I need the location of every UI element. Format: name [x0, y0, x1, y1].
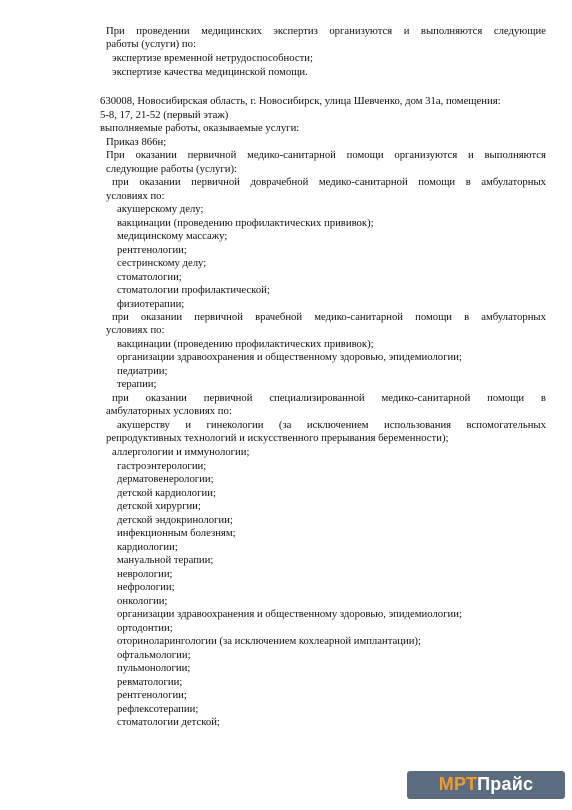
document-line: физиотерапии; — [117, 298, 185, 310]
document-line: ортодонтии; — [117, 622, 173, 634]
document-line: при оказании первичной врачебной медико-санитарной помощи в амбулаторных — [112, 311, 546, 323]
document-line: офтальмологии; — [117, 649, 191, 661]
document-line: мануальной терапии; — [117, 554, 214, 566]
document-line: При оказании первичной медико-санитарной помощи организуются и выполняются — [106, 149, 546, 161]
document-line: при оказании первичной специализированной медико-санитарной помощи в — [112, 392, 546, 404]
document-line: стоматологии профилактической; — [117, 284, 270, 296]
document-line: амбулаторных условиях по: — [106, 405, 232, 417]
document-line: следующие работы (услуги): — [106, 163, 238, 175]
document-line: детской эндокринологии; — [117, 514, 233, 526]
document-line: выполняемые работы, оказываемые услуги: — [100, 122, 300, 134]
document-line: гастроэнтерологии; — [117, 460, 207, 472]
document-line: организации здравоохранения и общественному здоровью, эпидемиологии; — [117, 608, 462, 620]
document-line: неврологии; — [117, 568, 173, 580]
document-line: При проведении медицинских экспертиз организуются и выполняются следующие — [106, 25, 546, 37]
document-line: экспертизе качества медицинской помощи. — [112, 66, 308, 78]
document-line: акушерскому делу; — [117, 203, 204, 215]
logo-part-mrt: МРТ — [438, 774, 478, 795]
document-line: терапии; — [117, 378, 157, 390]
document-line: дерматовенерологии; — [117, 473, 214, 485]
document-line: Приказ 866н; — [106, 136, 167, 148]
document-line: оториноларингологии (за исключением кохлеарной имплантации); — [117, 635, 421, 647]
document-line: вакцинации (проведению профилактических прививок); — [117, 338, 374, 350]
document-line: при оказании первичной доврачебной медико-санитарной помощи в амбулаторных — [112, 176, 546, 188]
document-line: детской кардиологии; — [117, 487, 216, 499]
document-line: работы (услуги) по: — [106, 38, 196, 50]
document-line: условиях по: — [106, 324, 165, 336]
document-line: аллергологии и иммунологии; — [112, 446, 250, 458]
logo-part-price: Прайс — [477, 774, 534, 795]
document-line: ревматологии; — [117, 676, 183, 688]
document-line: вакцинации (проведению профилактических прививок); — [117, 217, 374, 229]
document-line: условиях по: — [106, 190, 165, 202]
document-line: пульмонологии; — [117, 662, 191, 674]
document-line: акушерству и гинекологии (за исключением использования вспомогательных — [117, 419, 546, 431]
document-line: репродуктивных технологий и искусственного прерывания беременности); — [106, 432, 449, 444]
document-line: педиатрии; — [117, 365, 168, 377]
document-line: кардиологии; — [117, 541, 178, 553]
document-line: рентгенологии; — [117, 689, 187, 701]
document-line: стоматологии; — [117, 271, 182, 283]
document-line: инфекционным болезням; — [117, 527, 236, 539]
document-line: рентгенологии; — [117, 244, 187, 256]
document-line: экспертизе временной нетрудоспособности; — [112, 52, 313, 64]
document-line: 5-8, 17, 21-52 (первый этаж) — [100, 109, 229, 121]
document-line: сестринскому делу; — [117, 257, 207, 269]
document-line: медицинскому массажу; — [117, 230, 228, 242]
document-line: 630008, Новосибирская область, г. Новосибирск, улица Шевченко, дом 31а, помещения: — [100, 95, 501, 107]
document-line: организации здравоохранения и общественному здоровью, эпидемиологии; — [117, 351, 462, 363]
document-line: нефрологии; — [117, 581, 175, 593]
document-line: стоматологии детской; — [117, 716, 220, 728]
mrtprice-logo[interactable] — [407, 771, 565, 799]
document-line: рефлексотерапии; — [117, 703, 199, 715]
document-line: детской хирургии; — [117, 500, 201, 512]
document-line: онкологии; — [117, 595, 168, 607]
